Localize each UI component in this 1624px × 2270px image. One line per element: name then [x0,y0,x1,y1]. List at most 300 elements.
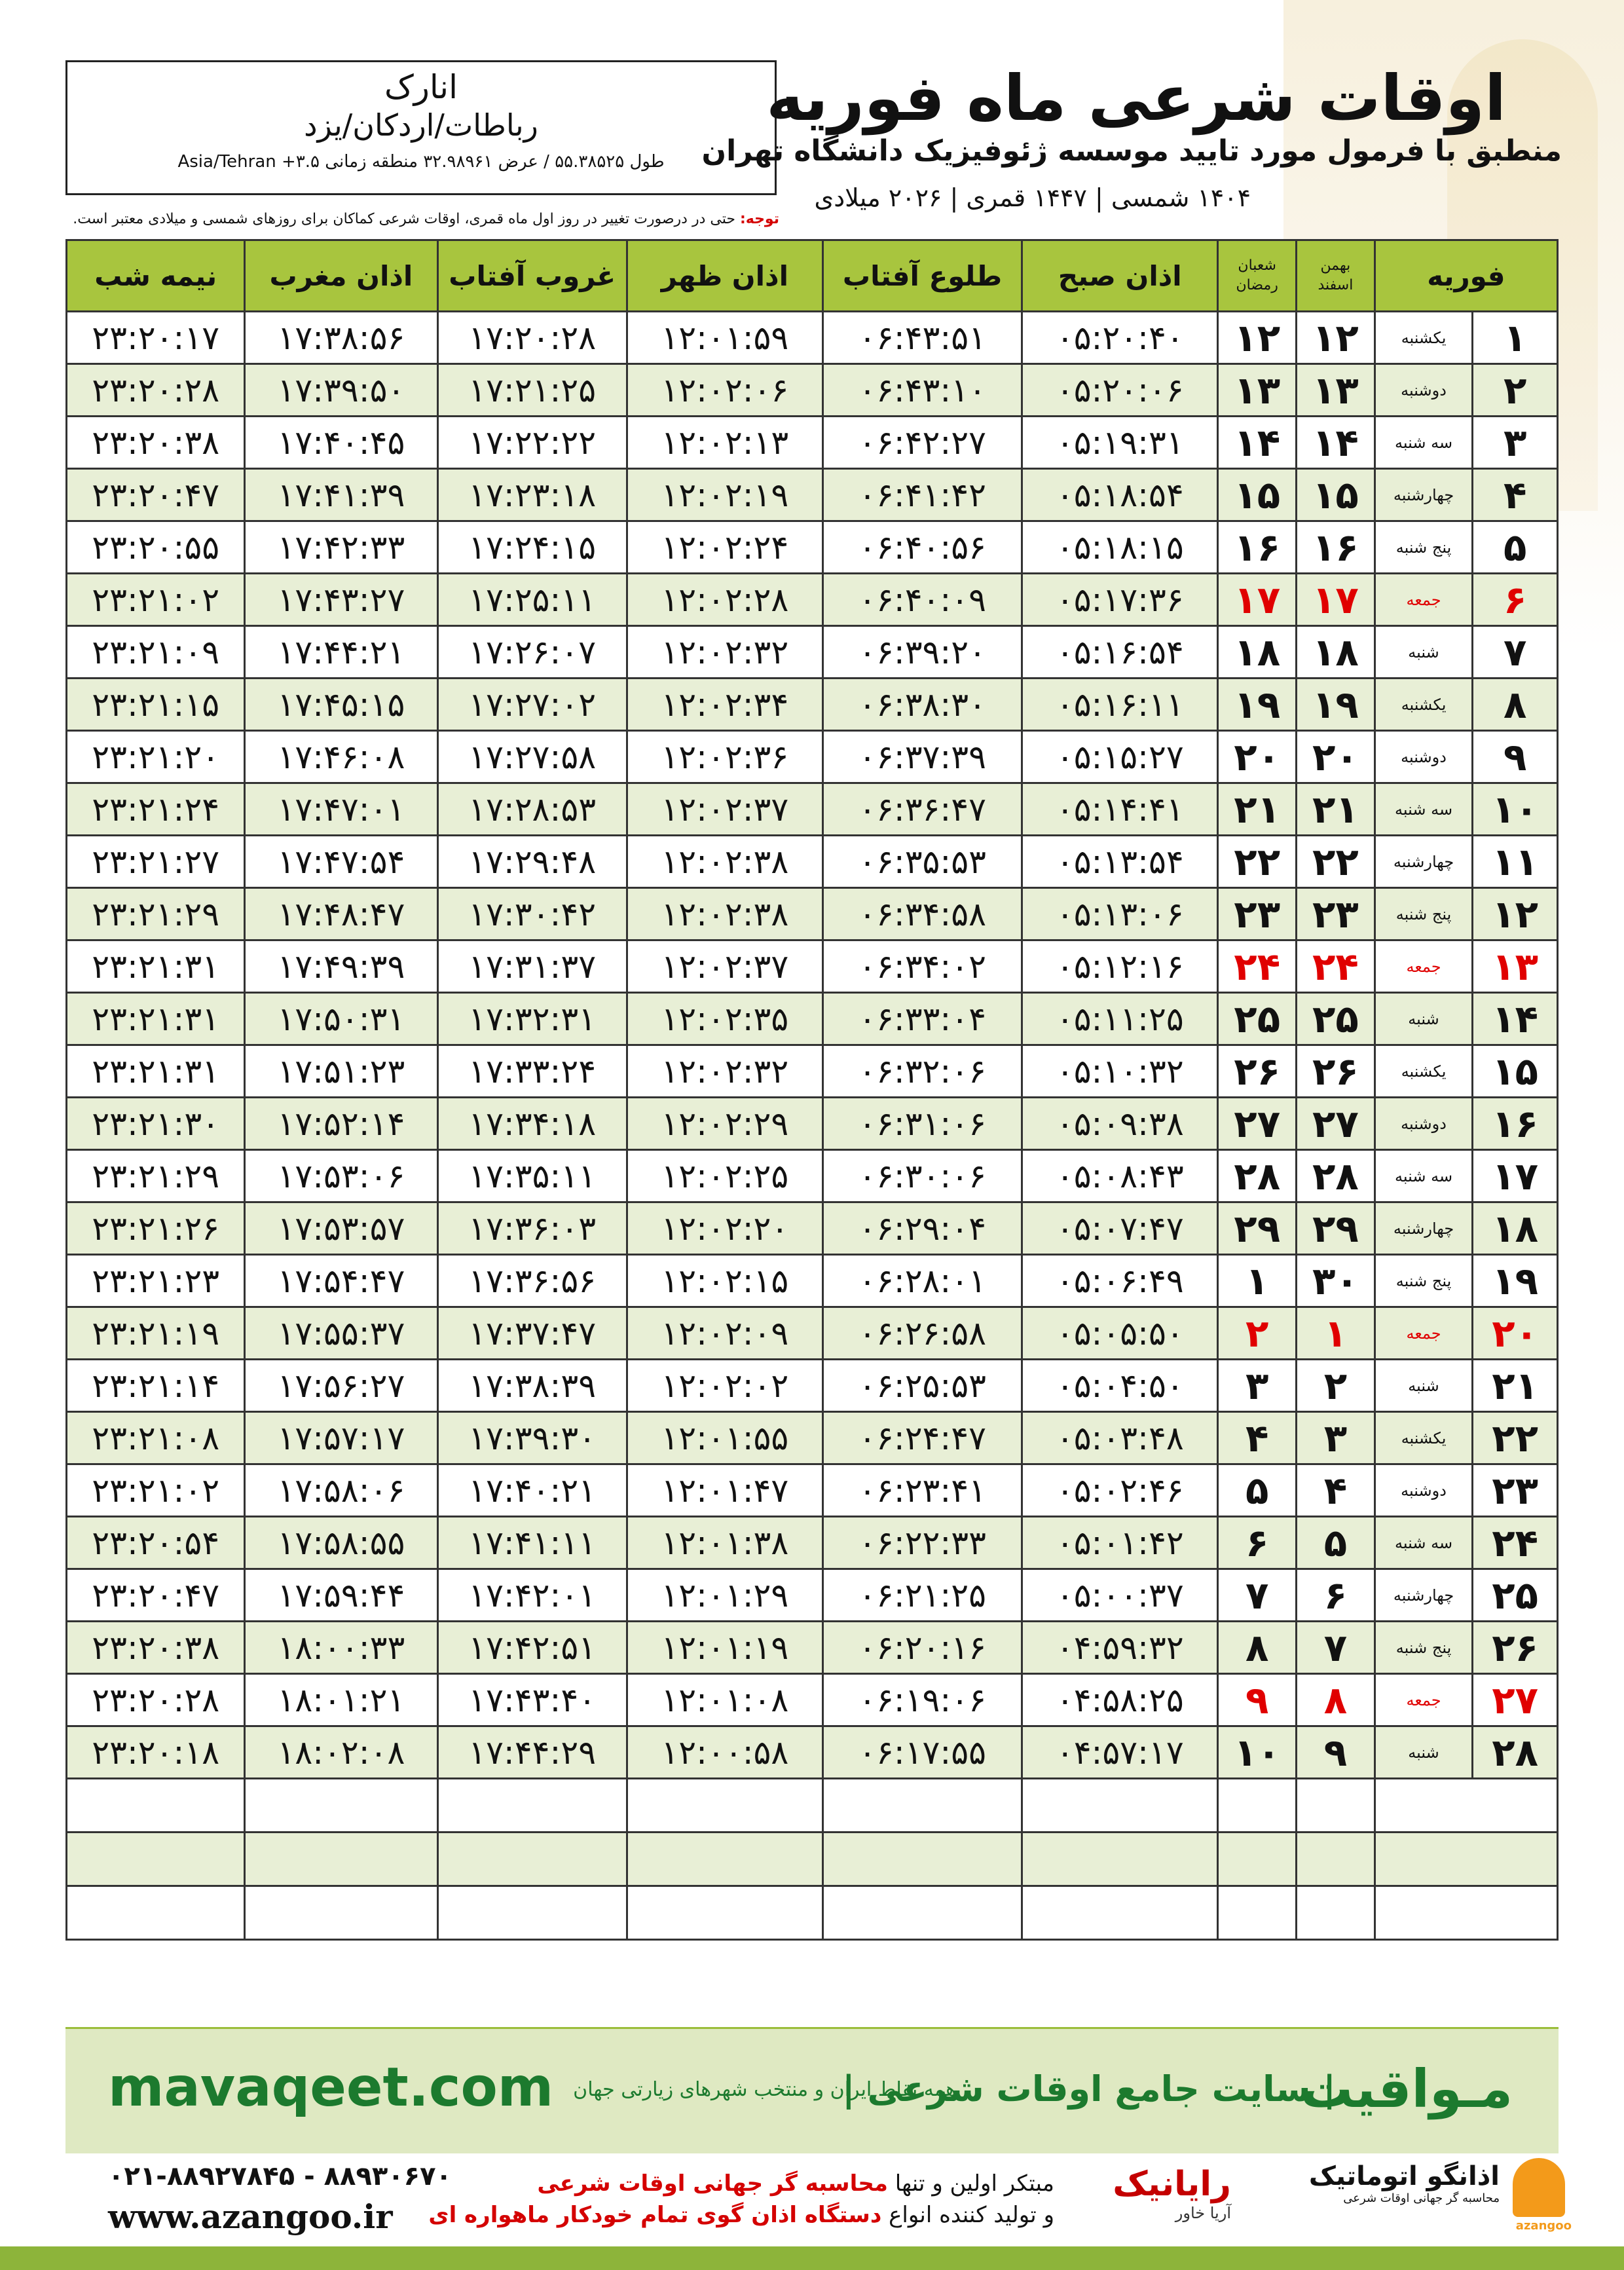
cell-day: ۱۴ [1471,994,1557,1044]
footer-brand-logo: مـواقیت [1300,2058,1513,2119]
cell-day: ۲ [1471,365,1557,415]
cell-lunar: ۴ [1217,1413,1295,1463]
cell-sunrise: ۰۶:۴۳:۱۰ [822,365,1021,415]
cell-maghrib: ۱۷:۴۷:۵۴ [244,836,436,887]
table-row [65,1098,1559,1151]
header-midnight: نیمه شب [94,259,217,292]
cell-solar: ۲۷ [1295,1098,1374,1149]
cell-sunrise: ۰۶:۴۰:۰۹ [822,574,1021,625]
table-row-empty [65,1779,1559,1833]
cell-day: ۱۸ [1471,1203,1557,1254]
cell-sunset: ۱۷:۴۰:۲۱ [437,1465,626,1516]
cell-midnight: ۲۳:۲۱:۰۹ [92,633,220,671]
cell-midnight: ۲۳:۲۱:۳۱ [92,947,220,986]
cell-lunar: ۱۷ [1217,574,1295,625]
cell-sunrise: ۰۶:۴۱:۴۲ [822,470,1021,520]
cell-sunset: ۱۷:۲۸:۵۳ [437,784,626,834]
cell-weekday: جمعه [1374,1675,1472,1725]
cell-solar: ۱۶ [1295,522,1374,572]
cell-maghrib: ۱۷:۳۹:۵۰ [244,365,436,415]
cell-solar: ۱۵ [1295,470,1374,520]
cell-empty [822,1779,1021,1831]
table-row [65,1256,1559,1308]
cell-fajr: ۰۴:۵۷:۱۷ [1021,1727,1217,1777]
cell-lunar: ۱۳ [1217,365,1295,415]
promo-line2-b: دستگاه اذان گوی تمام خودکار ماهواره ای [428,2202,882,2228]
cell-sunrise: ۰۶:۳۰:۰۶ [822,1151,1021,1201]
header-sunset: غروب آفتاب [437,241,626,310]
cell-maghrib: ۱۷:۵۸:۵۵ [244,1517,436,1568]
cell-dhuhr: ۱۲:۰۲:۳۷ [626,784,822,834]
cell-lunar: ۲۹ [1217,1203,1295,1254]
cell-maghrib: ۱۷:۴۹:۳۹ [244,941,436,992]
cell-solar: ۲۸ [1295,1151,1374,1201]
cell-sunset: ۱۷:۴۱:۱۱ [437,1517,626,1568]
header-lunar [1217,241,1295,310]
promo-line1-b: محاسبه گر جهانی اوقات شرعی [537,2170,888,2197]
cell-dhuhr: ۱۲:۰۲:۳۵ [626,994,822,1044]
cell-fajr: ۰۵:۱۲:۱۶ [1021,941,1217,992]
cell-fajr: ۰۵:۲۰:۰۶ [1021,365,1217,415]
cell-midnight: ۲۳:۲۰:۳۸ [92,423,220,462]
table-row [65,1727,1559,1779]
cell-empty [67,1779,244,1831]
cell-fajr: ۰۵:۰۶:۴۹ [1021,1256,1217,1306]
cell-solar: ۲۲ [1295,836,1374,887]
cell-day: ۲۲ [1471,1413,1557,1463]
table-row [65,574,1559,627]
cell-fajr: ۰۵:۱۸:۱۵ [1021,522,1217,572]
cell-day: ۱۷ [1471,1151,1557,1201]
cell-dhuhr: ۱۲:۰۲:۲۹ [626,1098,822,1149]
cell-solar: ۱ [1295,1308,1374,1358]
city-name: انارک [384,68,458,106]
cell-weekday: چهارشنبه [1374,1203,1472,1254]
cell-maghrib: ۱۷:۵۱:۲۳ [244,1046,436,1096]
cell-day: ۱۲ [1471,889,1557,939]
cell-lunar: ۸ [1217,1622,1295,1673]
cell-day: ۲۵ [1471,1570,1557,1620]
cell-dhuhr: ۱۲:۰۲:۰۹ [626,1308,822,1358]
cell-midnight: ۲۳:۲۱:۲۴ [92,790,220,828]
cell-sunrise: ۰۶:۳۷:۳۹ [822,732,1021,782]
cell-solar: ۳ [1295,1413,1374,1463]
cell-dhuhr: ۱۲:۰۲:۳۲ [626,627,822,677]
cell-weekday: دوشنبه [1374,732,1472,782]
cell-weekday: یکشنبه [1374,312,1472,363]
cell-maghrib: ۱۷:۵۳:۵۷ [244,1203,436,1254]
table-row [65,732,1559,784]
cell-fajr: ۰۴:۵۹:۳۲ [1021,1622,1217,1673]
header-solar-bottom: اسفند [1318,277,1354,293]
contact-website: www.azangoo.ir [108,2197,393,2236]
cell-weekday: دوشنبه [1374,1098,1472,1149]
note [65,211,779,227]
cell-solar: ۲۵ [1295,994,1374,1044]
cell-weekday: پنج شنبه [1374,889,1472,939]
header-solar-top: بهمن [1320,257,1351,274]
cell-weekday: شنبه [1374,1727,1472,1777]
rayanik-name: رایانیک [1113,2165,1231,2204]
header-sunrise: طلوع آفتاب [822,241,1021,310]
cell-sunrise: ۰۶:۱۹:۰۶ [822,1675,1021,1725]
cell-lunar: ۲۵ [1217,994,1295,1044]
cell-weekday: سه شنبه [1374,1517,1472,1568]
cell-sunset: ۱۷:۴۴:۲۹ [437,1727,626,1777]
promo-line2-a: و تولید کننده انواع [881,2202,1054,2228]
cell-sunset: ۱۷:۳۸:۳۹ [437,1360,626,1411]
page-title: اوقات شرعی ماه فوریه [766,62,1506,135]
cell-day: ۱۰ [1471,784,1557,834]
rayanik-logo [1113,2165,1231,2222]
location-box [65,60,777,195]
cell-weekday: جمعه [1374,1308,1472,1358]
cell-solar: ۱۴ [1295,417,1374,468]
cell-empty [1374,1887,1557,1939]
cell-sunrise: ۰۶:۲۴:۴۷ [822,1413,1021,1463]
header-dhuhr: اذان ظهر [626,241,822,310]
cell-lunar: ۲۷ [1217,1098,1295,1149]
cell-maghrib: ۱۷:۴۷:۰۱ [244,784,436,834]
table-row [65,1046,1559,1098]
cell-maghrib: ۱۸:۰۲:۰۸ [244,1727,436,1777]
cell-fajr: ۰۵:۱۷:۳۶ [1021,574,1217,625]
cell-empty [1021,1833,1217,1885]
cell-solar: ۲۶ [1295,1046,1374,1096]
cell-fajr: ۰۵:۰۲:۴۶ [1021,1465,1217,1516]
table-row [65,1360,1559,1413]
cell-empty [1295,1833,1374,1885]
cell-day: ۷ [1471,627,1557,677]
table-row [65,1465,1559,1517]
table-row [65,1151,1559,1203]
table-row [65,1570,1559,1622]
cell-day: ۶ [1471,574,1557,625]
cell-weekday: جمعه [1374,574,1472,625]
table-row [65,836,1559,889]
cell-lunar: ۶ [1217,1517,1295,1568]
header-month: فوریه [1374,241,1557,310]
cell-lunar: ۲ [1217,1308,1295,1358]
coordinates: طول ۵۵.۳۸۵۲۵ / عرض ۳۲.۹۸۹۶۱ منطقه زمانی ۳.۵+ Asia/Tehran [177,152,665,172]
table-row [65,784,1559,836]
cell-dhuhr: ۱۲:۰۱:۱۹ [626,1622,822,1673]
cell-empty [437,1887,626,1939]
cell-fajr: ۰۵:۰۹:۳۸ [1021,1098,1217,1149]
cell-lunar: ۱۹ [1217,679,1295,730]
table-body [65,312,1559,1941]
cell-lunar: ۷ [1217,1570,1295,1620]
cell-sunset: ۱۷:۳۹:۳۰ [437,1413,626,1463]
cell-midnight: ۲۳:۲۱:۲۷ [92,842,220,881]
cell-fajr: ۰۵:۰۰:۳۷ [1021,1570,1217,1620]
cell-sunrise: ۰۶:۳۴:۰۲ [822,941,1021,992]
table-row [65,941,1559,994]
cell-midnight: ۲۳:۲۱:۳۱ [92,999,220,1038]
cell-day: ۱ [1471,312,1557,363]
cell-fajr: ۰۵:۰۴:۵۰ [1021,1360,1217,1411]
cell-sunrise: ۰۶:۴۳:۵۱ [822,312,1021,363]
cell-sunrise: ۰۶:۳۱:۰۶ [822,1098,1021,1149]
header-lunar-bottom: رمضان [1236,277,1278,293]
cell-maghrib: ۱۷:۴۸:۴۷ [244,889,436,939]
cell-solar: ۱۳ [1295,365,1374,415]
note-label: توجه: [739,211,779,227]
cell-fajr: ۰۵:۰۵:۵۰ [1021,1308,1217,1358]
cell-day: ۲۷ [1471,1675,1557,1725]
cell-maghrib: ۱۷:۴۰:۴۵ [244,417,436,468]
cell-sunset: ۱۷:۳۶:۰۳ [437,1203,626,1254]
cell-day: ۹ [1471,732,1557,782]
cell-midnight: ۲۳:۲۰:۲۸ [92,371,220,409]
cell-solar: ۱۷ [1295,574,1374,625]
cell-empty [437,1833,626,1885]
cell-sunrise: ۰۶:۲۰:۱۶ [822,1622,1021,1673]
cell-weekday: چهارشنبه [1374,1570,1472,1620]
cell-lunar: ۲۱ [1217,784,1295,834]
cell-lunar: ۱۲ [1217,312,1295,363]
cell-maghrib: ۱۷:۵۲:۱۴ [244,1098,436,1149]
cell-weekday: سه شنبه [1374,417,1472,468]
cell-weekday: یکشنبه [1374,1413,1472,1463]
cell-midnight: ۲۳:۲۰:۱۸ [92,1733,220,1772]
cell-sunset: ۱۷:۲۴:۱۵ [437,522,626,572]
cell-sunset: ۱۷:۳۰:۴۲ [437,889,626,939]
cell-weekday: دوشنبه [1374,1465,1472,1516]
cell-empty [626,1833,822,1885]
cell-day: ۳ [1471,417,1557,468]
cell-fajr: ۰۵:۱۶:۱۱ [1021,679,1217,730]
azangoo-logo [1309,2161,1500,2205]
cell-dhuhr: ۱۲:۰۲:۳۲ [626,1046,822,1096]
cell-empty [1021,1887,1217,1939]
cell-empty [626,1887,822,1939]
footer-tagline-sub: همه نقاط ایران و منتخب شهرهای زیارتی جهان [573,2078,956,2101]
cell-sunset: ۱۷:۴۲:۵۱ [437,1622,626,1673]
cell-midnight: ۲۳:۲۱:۰۸ [92,1419,220,1457]
cell-day: ۲۶ [1471,1622,1557,1673]
cell-weekday: پنج شنبه [1374,1256,1472,1306]
cell-maghrib: ۱۷:۵۹:۴۴ [244,1570,436,1620]
cell-empty [822,1833,1021,1885]
cell-weekday: پنج شنبه [1374,522,1472,572]
cell-midnight: ۲۳:۲۱:۰۲ [92,580,220,619]
cell-empty [1374,1779,1557,1831]
cell-lunar: ۱ [1217,1256,1295,1306]
cell-maghrib: ۱۷:۵۸:۰۶ [244,1465,436,1516]
cell-empty [244,1887,436,1939]
cell-dhuhr: ۱۲:۰۱:۴۷ [626,1465,822,1516]
cell-day: ۲۴ [1471,1517,1557,1568]
cell-midnight: ۲۳:۲۰:۱۷ [92,318,220,357]
cell-sunrise: ۰۶:۳۹:۲۰ [822,627,1021,677]
cell-lunar: ۲۸ [1217,1151,1295,1201]
cell-fajr: ۰۵:۰۷:۴۷ [1021,1203,1217,1254]
cell-maghrib: ۱۸:۰۰:۳۳ [244,1622,436,1673]
cell-dhuhr: ۱۲:۰۱:۵۹ [626,312,822,363]
cell-empty [1217,1833,1295,1885]
cell-sunset: ۱۷:۲۹:۴۸ [437,836,626,887]
cell-fajr: ۰۵:۲۰:۴۰ [1021,312,1217,363]
cell-maghrib: ۱۸:۰۱:۲۱ [244,1675,436,1725]
rayanik-sub: آریا خاور [1175,2204,1231,2222]
promo-text [428,2168,1054,2231]
cell-lunar: ۱۸ [1217,627,1295,677]
cell-sunset: ۱۷:۲۲:۲۲ [437,417,626,468]
cell-empty [1217,1779,1295,1831]
cell-empty [1021,1779,1217,1831]
cell-sunset: ۱۷:۲۱:۲۵ [437,365,626,415]
cell-maghrib: ۱۷:۴۶:۰۸ [244,732,436,782]
cell-dhuhr: ۱۲:۰۲:۱۹ [626,470,822,520]
cell-maghrib: ۱۷:۵۴:۴۷ [244,1256,436,1306]
cell-dhuhr: ۱۲:۰۲:۳۸ [626,889,822,939]
table-header [65,239,1559,312]
azangoo-name: اذانگو اتوماتیک [1308,2161,1500,2191]
cell-sunset: ۱۷:۳۱:۳۷ [437,941,626,992]
cell-maghrib: ۱۷:۵۳:۰۶ [244,1151,436,1201]
cell-lunar: ۲۴ [1217,941,1295,992]
cell-lunar: ۳ [1217,1360,1295,1411]
cell-midnight: ۲۳:۲۱:۲۹ [92,1157,220,1195]
cell-dhuhr: ۱۲:۰۲:۳۷ [626,941,822,992]
cell-maghrib: ۱۷:۵۷:۱۷ [244,1413,436,1463]
cell-fajr: ۰۵:۱۹:۳۱ [1021,417,1217,468]
cell-lunar: ۲۶ [1217,1046,1295,1096]
cell-lunar: ۲۳ [1217,889,1295,939]
cell-day: ۱۱ [1471,836,1557,887]
cell-sunrise: ۰۶:۱۷:۵۵ [822,1727,1021,1777]
cell-midnight: ۲۳:۲۰:۴۷ [92,1576,220,1614]
cell-fajr: ۰۵:۱۳:۵۴ [1021,836,1217,887]
cell-sunset: ۱۷:۳۳:۲۴ [437,1046,626,1096]
cell-lunar: ۹ [1217,1675,1295,1725]
note-text: حتی در درصورت تغییر در روز اول ماه قمری، اوقات شرعی کماکان برای روزهای شمسی و میلادی معتبر است. [73,211,735,227]
cell-midnight: ۲۳:۲۱:۱۴ [92,1366,220,1405]
table-row [65,1622,1559,1675]
cell-day: ۱۶ [1471,1098,1557,1149]
cell-solar: ۱۸ [1295,627,1374,677]
cell-dhuhr: ۱۲:۰۲:۱۵ [626,1256,822,1306]
cell-empty [67,1887,244,1939]
cell-sunrise: ۰۶:۲۸:۰۱ [822,1256,1021,1306]
cell-sunset: ۱۷:۲۷:۵۸ [437,732,626,782]
cell-sunset: ۱۷:۳۴:۱۸ [437,1098,626,1149]
cell-sunset: ۱۷:۴۲:۰۱ [437,1570,626,1620]
cell-solar: ۶ [1295,1570,1374,1620]
cell-weekday: پنج شنبه [1374,1622,1472,1673]
cell-lunar: ۲۰ [1217,732,1295,782]
cell-maghrib: ۱۷:۴۲:۳۳ [244,522,436,572]
cell-maghrib: ۱۷:۵۶:۲۷ [244,1360,436,1411]
cell-weekday: چهارشنبه [1374,470,1472,520]
cell-fajr: ۰۵:۱۰:۳۲ [1021,1046,1217,1096]
header-fajr: اذان صبح [1021,241,1217,310]
region-name: رباطات/اردکان/یزد [304,107,538,143]
cell-weekday: یکشنبه [1374,679,1472,730]
cell-day: ۲۳ [1471,1465,1557,1516]
cell-sunset: ۱۷:۲۰:۲۸ [437,312,626,363]
cell-day: ۵ [1471,522,1557,572]
footer-site: mavaqeet.com [108,2056,554,2119]
cell-weekday: دوشنبه [1374,365,1472,415]
cell-fajr: ۰۵:۰۱:۴۲ [1021,1517,1217,1568]
table-row [65,417,1559,470]
cell-maghrib: ۱۷:۴۱:۳۹ [244,470,436,520]
cell-sunrise: ۰۶:۴۲:۲۷ [822,417,1021,468]
cell-sunset: ۱۷:۳۷:۴۷ [437,1308,626,1358]
cell-sunset: ۱۷:۲۷:۰۲ [437,679,626,730]
azangoo-sub: محاسبه گر جهانی اوقات شرعی [1343,2191,1500,2205]
cell-dhuhr: ۱۲:۰۱:۳۸ [626,1517,822,1568]
cell-dhuhr: ۱۲:۰۲:۱۳ [626,417,822,468]
cell-maghrib: ۱۷:۵۰:۳۱ [244,994,436,1044]
cell-fajr: ۰۵:۱۵:۲۷ [1021,732,1217,782]
cell-solar: ۲۳ [1295,889,1374,939]
azangoo-icon [1513,2158,1565,2217]
cell-fajr: ۰۵:۱۳:۰۶ [1021,889,1217,939]
cell-midnight: ۲۳:۲۰:۵۵ [92,528,220,567]
cell-dhuhr: ۱۲:۰۱:۵۵ [626,1413,822,1463]
contact-phones: ۰۲۱-۸۸۹۲۷۸۴۵ - ۸۸۹۳۰۶۷۰ [108,2161,452,2191]
page-subtitle: منطبق با فرمول مورد تایید موسسه ژئوفیزیک دانشگاه تهران [701,134,1562,168]
promo-line1-a: مبتکر اولین و تنها [887,2170,1054,2197]
cell-midnight: ۲۳:۲۰:۴۷ [92,475,220,514]
cell-midnight: ۲۳:۲۱:۲۳ [92,1261,220,1300]
cell-dhuhr: ۱۲:۰۲:۲۵ [626,1151,822,1201]
bottom-bar [0,2246,1624,2270]
cell-fajr: ۰۵:۱۶:۵۴ [1021,627,1217,677]
cell-empty [1217,1887,1295,1939]
cell-sunrise: ۰۶:۳۶:۴۷ [822,784,1021,834]
cell-day: ۲۰ [1471,1308,1557,1358]
cell-sunset: ۱۷:۳۶:۵۶ [437,1256,626,1306]
cell-weekday: شنبه [1374,994,1472,1044]
cell-empty [1374,1833,1557,1885]
cell-lunar: ۲۲ [1217,836,1295,887]
cell-solar: ۴ [1295,1465,1374,1516]
cell-day: ۲۱ [1471,1360,1557,1411]
cell-dhuhr: ۱۲:۰۲:۲۸ [626,574,822,625]
cell-solar: ۲۰ [1295,732,1374,782]
cell-dhuhr: ۱۲:۰۲:۲۴ [626,522,822,572]
cell-solar: ۷ [1295,1622,1374,1673]
cell-weekday: چهارشنبه [1374,836,1472,887]
cell-day: ۸ [1471,679,1557,730]
cell-sunrise: ۰۶:۳۳:۰۴ [822,994,1021,1044]
table-row [65,994,1559,1046]
table-row [65,1517,1559,1570]
cell-fajr: ۰۵:۱۸:۵۴ [1021,470,1217,520]
cell-day: ۱۵ [1471,1046,1557,1096]
cell-sunrise: ۰۶:۳۴:۵۸ [822,889,1021,939]
table-row [65,365,1559,417]
cell-day: ۱۹ [1471,1256,1557,1306]
cell-day: ۴ [1471,470,1557,520]
cell-midnight: ۲۳:۲۱:۱۹ [92,1314,220,1352]
cell-dhuhr: ۱۲:۰۰:۵۸ [626,1727,822,1777]
cell-sunrise: ۰۶:۳۲:۰۶ [822,1046,1021,1096]
cell-dhuhr: ۱۲:۰۲:۳۸ [626,836,822,887]
cell-weekday: شنبه [1374,1360,1472,1411]
cell-sunset: ۱۷:۲۶:۰۷ [437,627,626,677]
cell-dhuhr: ۱۲:۰۲:۳۴ [626,679,822,730]
cell-dhuhr: ۱۲:۰۲:۲۰ [626,1203,822,1254]
cell-maghrib: ۱۷:۴۵:۱۵ [244,679,436,730]
cell-day: ۱۳ [1471,941,1557,992]
cell-sunrise: ۰۶:۲۵:۵۳ [822,1360,1021,1411]
cell-sunset: ۱۷:۳۵:۱۱ [437,1151,626,1201]
